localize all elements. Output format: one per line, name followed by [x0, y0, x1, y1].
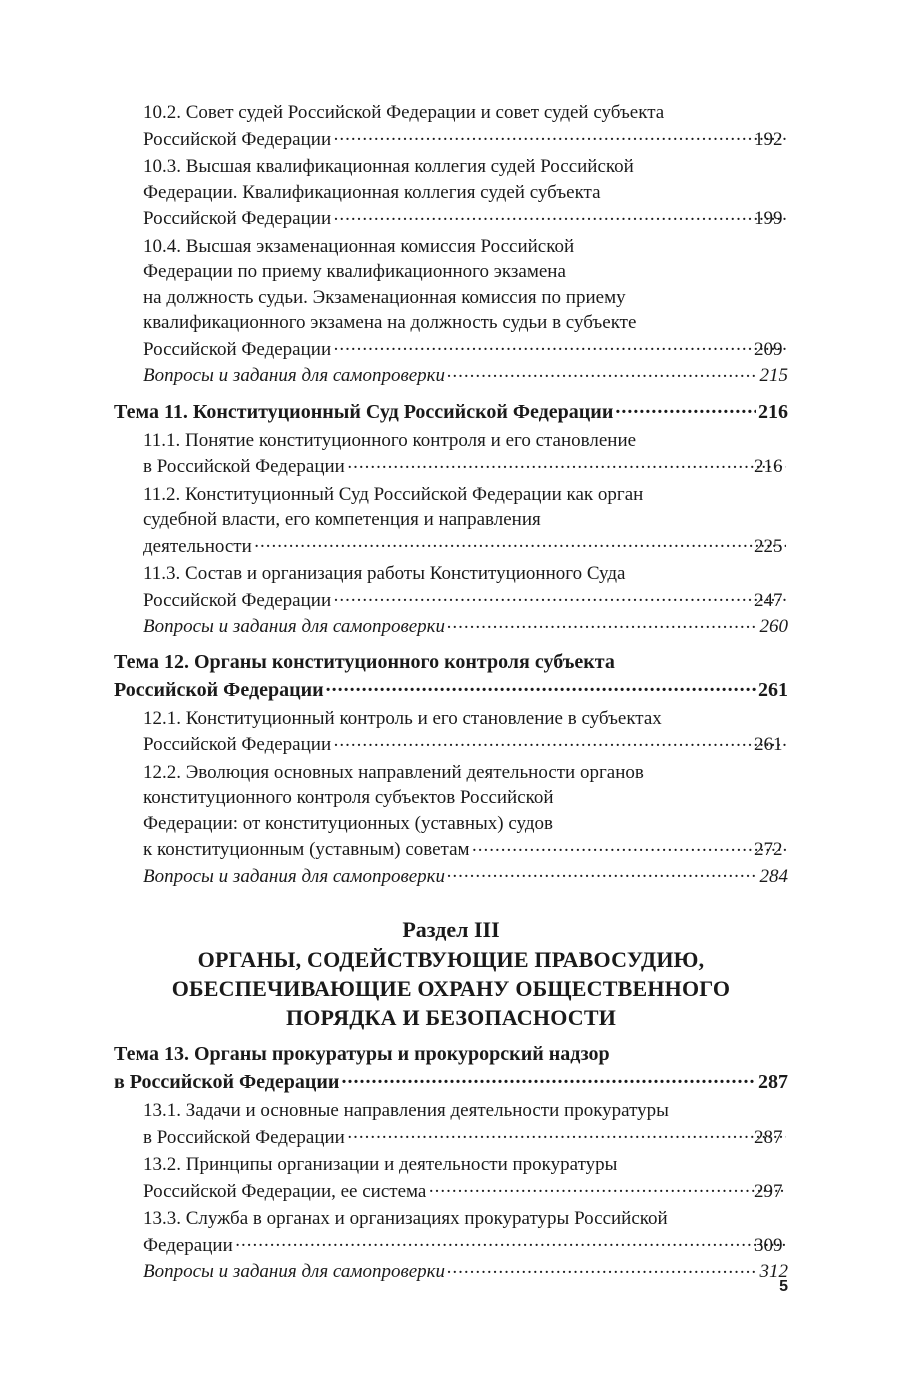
- toc-page-number: 215: [759, 365, 788, 386]
- toc-entry-text-line: Вопросы и задания для самопроверки: [143, 865, 446, 887]
- toc-entry-text-line: Вопросы и задания для самопроверки: [143, 616, 446, 637]
- toc-entry-text-line: Российской Федерации: [114, 678, 324, 701]
- toc-entry-leader-line: в Российской Федерации ..... 287: [177, 1124, 788, 1151]
- toc-subsection-entry[interactable]: [114, 1152, 788, 1204]
- toc-entry-text-line: Вопросы и задания для самопроверки: [143, 1261, 446, 1282]
- toc-questions-entry[interactable]: [114, 613, 788, 640]
- toc-entry-leader-line: в Российской Федерации ..... 216: [177, 453, 788, 480]
- toc-entry-text-line: конституционного контроля субъектов Российской: [143, 787, 554, 808]
- toc-entry-text-line: 11.1. Понятие конституционного контроля и его становление: [143, 429, 637, 451]
- table-of-contents: [114, 98, 788, 1285]
- section-title-line: ОБЕСПЕЧИВАЮЩИЕ ОХРАНУ ОБЩЕСТВЕННОГО: [171, 976, 731, 1001]
- toc-entry-text-line: 10.3. Высшая квалификационная коллегия судей Российской: [143, 156, 634, 177]
- toc-entry-leader-line: Российской Федерации, ее система ..... 297: [177, 1178, 788, 1205]
- toc-entry-text-line: 13.3. Служба в органах и организациях прокуратуры Российской: [143, 1208, 668, 1229]
- toc-entry-leader-line: [143, 1258, 788, 1285]
- toc-entry-leader-line: деятельности ..... 225: [177, 533, 788, 560]
- toc-entry-text-line: Российской Федерации: [143, 734, 332, 755]
- toc-entry-text-line: 11.3. Состав и организация работы Конституционного Суда: [143, 563, 626, 584]
- dot-leader: [615, 398, 756, 418]
- toc-entry-text-line: Федерации. Квалификационная коллегия судей субъекта: [143, 181, 601, 203]
- toc-entry-leader-line: Российской Федерации ..... 209: [177, 336, 788, 363]
- dot-leader: [447, 362, 757, 381]
- toc-entry-text-line: 13.2. Принципы организации и деятельности прокуратуры: [143, 1154, 618, 1175]
- toc-entry-text-line: Российской Федерации, ее система: [143, 1180, 427, 1202]
- toc-subsection-entry[interactable]: [114, 706, 788, 758]
- section-title-line: ПОРЯДКА И БЕЗОПАСНОСТИ: [285, 1005, 617, 1030]
- toc-page-number: 312: [759, 1261, 788, 1282]
- toc-entry-text-line: в Российской Федерации: [143, 1126, 345, 1148]
- toc-questions-entry[interactable]: [114, 1258, 788, 1285]
- section-label: Раздел III: [402, 917, 500, 942]
- toc-entry-text-line: Федерации: [143, 1234, 233, 1256]
- toc-entry-leader-line: к конституционным (уставным) советам ..... 272: [177, 836, 788, 863]
- toc-entry-text-line: деятельности: [143, 535, 252, 557]
- toc-entry-leader-line: Российской Федерации ..... 261: [177, 731, 788, 758]
- section-heading: [114, 915, 788, 1032]
- toc-subsection-entry[interactable]: [114, 760, 788, 863]
- toc-list-top: [114, 100, 788, 889]
- toc-entry-text-line: Федерации по приему квалификационного экзамена: [143, 261, 566, 282]
- toc-subsection-entry[interactable]: [114, 482, 788, 560]
- page-number: 5: [779, 1278, 788, 1295]
- toc-subsection-entry[interactable]: [114, 1206, 788, 1258]
- toc-theme-entry[interactable]: [114, 649, 788, 704]
- toc-theme-entry[interactable]: [114, 1041, 788, 1096]
- toc-entry-text-line: к конституционным (уставным) советам: [143, 839, 470, 860]
- toc-subsection-entry[interactable]: [114, 1098, 788, 1150]
- toc-entry-text-line: Российской Федерации: [143, 208, 332, 229]
- dot-leader: [333, 126, 786, 145]
- toc-subsection-entry[interactable]: [114, 234, 788, 363]
- dot-leader: [254, 533, 786, 552]
- toc-entry-text-line: Российской Федерации: [143, 338, 332, 360]
- dot-leader: [333, 731, 786, 750]
- toc-entry-leader-line: Федерации ..... 309: [177, 1232, 788, 1259]
- toc-entry-text-line: судебной власти, его компетенция и направления: [143, 509, 541, 530]
- toc-page-number: 284: [759, 865, 788, 887]
- toc-entry-text-line: Федерации: от конституционных (уставных) судов: [143, 812, 553, 834]
- dot-leader: [347, 1124, 786, 1143]
- dot-leader: [333, 336, 786, 355]
- dot-leader: [341, 1068, 756, 1088]
- toc-entry-text-line: 13.1. Задачи и основные направления деятельности прокуратуры: [143, 1100, 669, 1121]
- dot-leader: [447, 613, 757, 632]
- dot-leader: [333, 205, 786, 224]
- dot-leader: [428, 1178, 786, 1197]
- section-title-line: ОРГАНЫ, СОДЕЙСТВУЮЩИЕ ПРАВОСУДИЮ,: [197, 947, 705, 972]
- toc-entry-leader-line: [114, 676, 788, 704]
- toc-entry-text-line: Тема 11. Конституционный Суд Российской Федерации: [114, 400, 614, 423]
- dot-leader: [347, 453, 786, 472]
- toc-questions-entry[interactable]: [114, 362, 788, 389]
- toc-page-number: 260: [759, 616, 788, 637]
- dot-leader: [447, 863, 757, 882]
- toc-entry-leader-line: Российской Федерации ..... 247: [177, 587, 788, 614]
- toc-list-bottom: [114, 1041, 788, 1285]
- toc-entry-text-line: 12.1. Конституционный контроль и его становление в субъектах: [143, 707, 662, 729]
- toc-entry-text-line: 11.2. Конституционный Суд Российской Федерации как орган: [143, 483, 644, 505]
- toc-subsection-entry[interactable]: [114, 154, 788, 232]
- toc-entry-text-line: 10.4. Высшая экзаменационная комиссия Российской: [143, 235, 575, 257]
- toc-entry-text-line: в Российской Федерации: [143, 456, 345, 477]
- dot-leader: [235, 1232, 786, 1251]
- toc-entry-text-line: 12.2. Эволюция основных направлений деятельности органов: [143, 761, 644, 783]
- toc-entry-text-line: квалификационного экзамена на должность судьи в субъекте: [143, 312, 637, 333]
- dot-leader: [472, 836, 786, 855]
- toc-theme-entry[interactable]: [114, 398, 788, 426]
- toc-subsection-entry[interactable]: [114, 428, 788, 480]
- dot-leader: [326, 676, 756, 696]
- toc-entry-text-line: в Российской Федерации: [114, 1071, 340, 1093]
- toc-entry-text-line: Вопросы и задания для самопроверки: [143, 365, 446, 386]
- section-title: [114, 945, 788, 1032]
- toc-entry-text-line: Тема 12. Органы конституционного контроля субъекта: [114, 650, 615, 673]
- toc-entry-text-line: Российской Федерации: [143, 589, 332, 611]
- toc-entry-text-line: Российской Федерации: [143, 128, 332, 150]
- toc-entry-leader-line: [143, 613, 788, 640]
- toc-subsection-entry[interactable]: [114, 561, 788, 613]
- toc-entry-leader-line: [114, 1068, 788, 1096]
- toc-entry-text-line: 10.2. Совет судей Российской Федерации и совет судей субъекта: [143, 102, 665, 123]
- toc-entry-leader-line: [114, 398, 788, 426]
- toc-page-number: 287: [758, 1071, 788, 1093]
- toc-page-number: 216: [758, 400, 788, 423]
- dot-leader: [447, 1258, 757, 1277]
- toc-subsection-entry[interactable]: [114, 100, 788, 152]
- toc-page-number: 261: [758, 678, 788, 701]
- toc-entry-leader-line: Российской Федерации ..... 192: [177, 126, 788, 153]
- toc-entry-leader-line: [143, 362, 788, 389]
- toc-questions-entry[interactable]: [114, 863, 788, 890]
- toc-entry-text-line: Тема 13. Органы прокуратуры и прокурорский надзор: [114, 1043, 610, 1065]
- toc-entry-leader-line: Российской Федерации ..... 199: [177, 205, 788, 232]
- toc-entry-leader-line: [143, 863, 788, 890]
- dot-leader: [333, 587, 786, 606]
- toc-entry-text-line: на должность судьи. Экзаменационная комиссия по приему: [143, 286, 626, 308]
